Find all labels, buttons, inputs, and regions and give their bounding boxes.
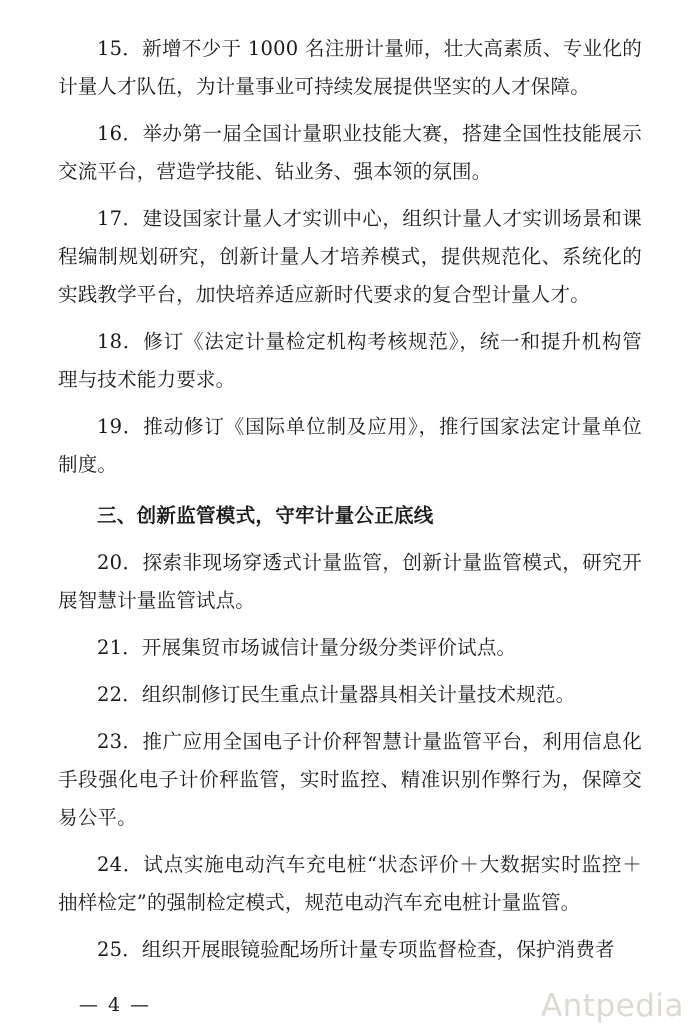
paragraph-item-24: 24．试点实施电动汽车充电桩“状态评价＋大数据实时监控＋抽样检定”的强制检定模式，规范电动汽车充电桩计量监管。 (58, 853, 642, 914)
paragraph-item-21: 21．开展集贸市场诚信计量分级分类评价试点。 (97, 636, 517, 659)
paragraph-item-19: 19．推动修订《国际单位制及应用》，推行国家法定计量单位制度。 (58, 415, 642, 476)
paragraph-item-15: 15．新增不少于 1000 名注册计量师，壮大高素质、专业化的计量人才队伍，为计量事业可持续发展提供坚实的人才保障。 (58, 37, 642, 98)
document-body (58, 30, 642, 969)
paragraph-item-25: 25．组织开展眼镜验配场所计量专项监督检查，保护消费者 (97, 938, 615, 961)
section-heading-three: 三、创新监管模式，守牢计量公正底线 (97, 504, 434, 527)
watermark-antpedia: Antpedia (540, 988, 684, 1024)
paragraph-item-22: 22．组织制修订民生重点计量器具相关计量技术规范。 (97, 683, 576, 706)
paragraph-item-20: 20．探索非现场穿透式计量监管，创新计量监管模式，研究开展智慧计量监管试点。 (58, 551, 642, 612)
paragraph-item-18: 18．修订《法定计量检定机构考核规范》，统一和提升机构管理与技术能力要求。 (58, 330, 642, 391)
page-number: — 4 — (78, 994, 152, 1016)
paragraph-item-23: 23．推广应用全国电子计价秤智慧计量监管平台，利用信息化手段强化电子计价秤监管，实时监控、精准识别作弊行为，保障交易公平。 (58, 730, 642, 829)
paragraph-item-16: 16．举办第一届全国计量职业技能大赛，搭建全国性技能展示交流平台，营造学技能、钻业务、强本领的氛围。 (58, 122, 642, 183)
paragraph-item-17: 17．建设国家计量人才实训中心，组织计量人才实训场景和课程编制规划研究，创新计量人才培养模式，提供规范化、系统化的实践教学平台，加快培养适应新时代要求的复合型计量人才。 (58, 207, 642, 306)
